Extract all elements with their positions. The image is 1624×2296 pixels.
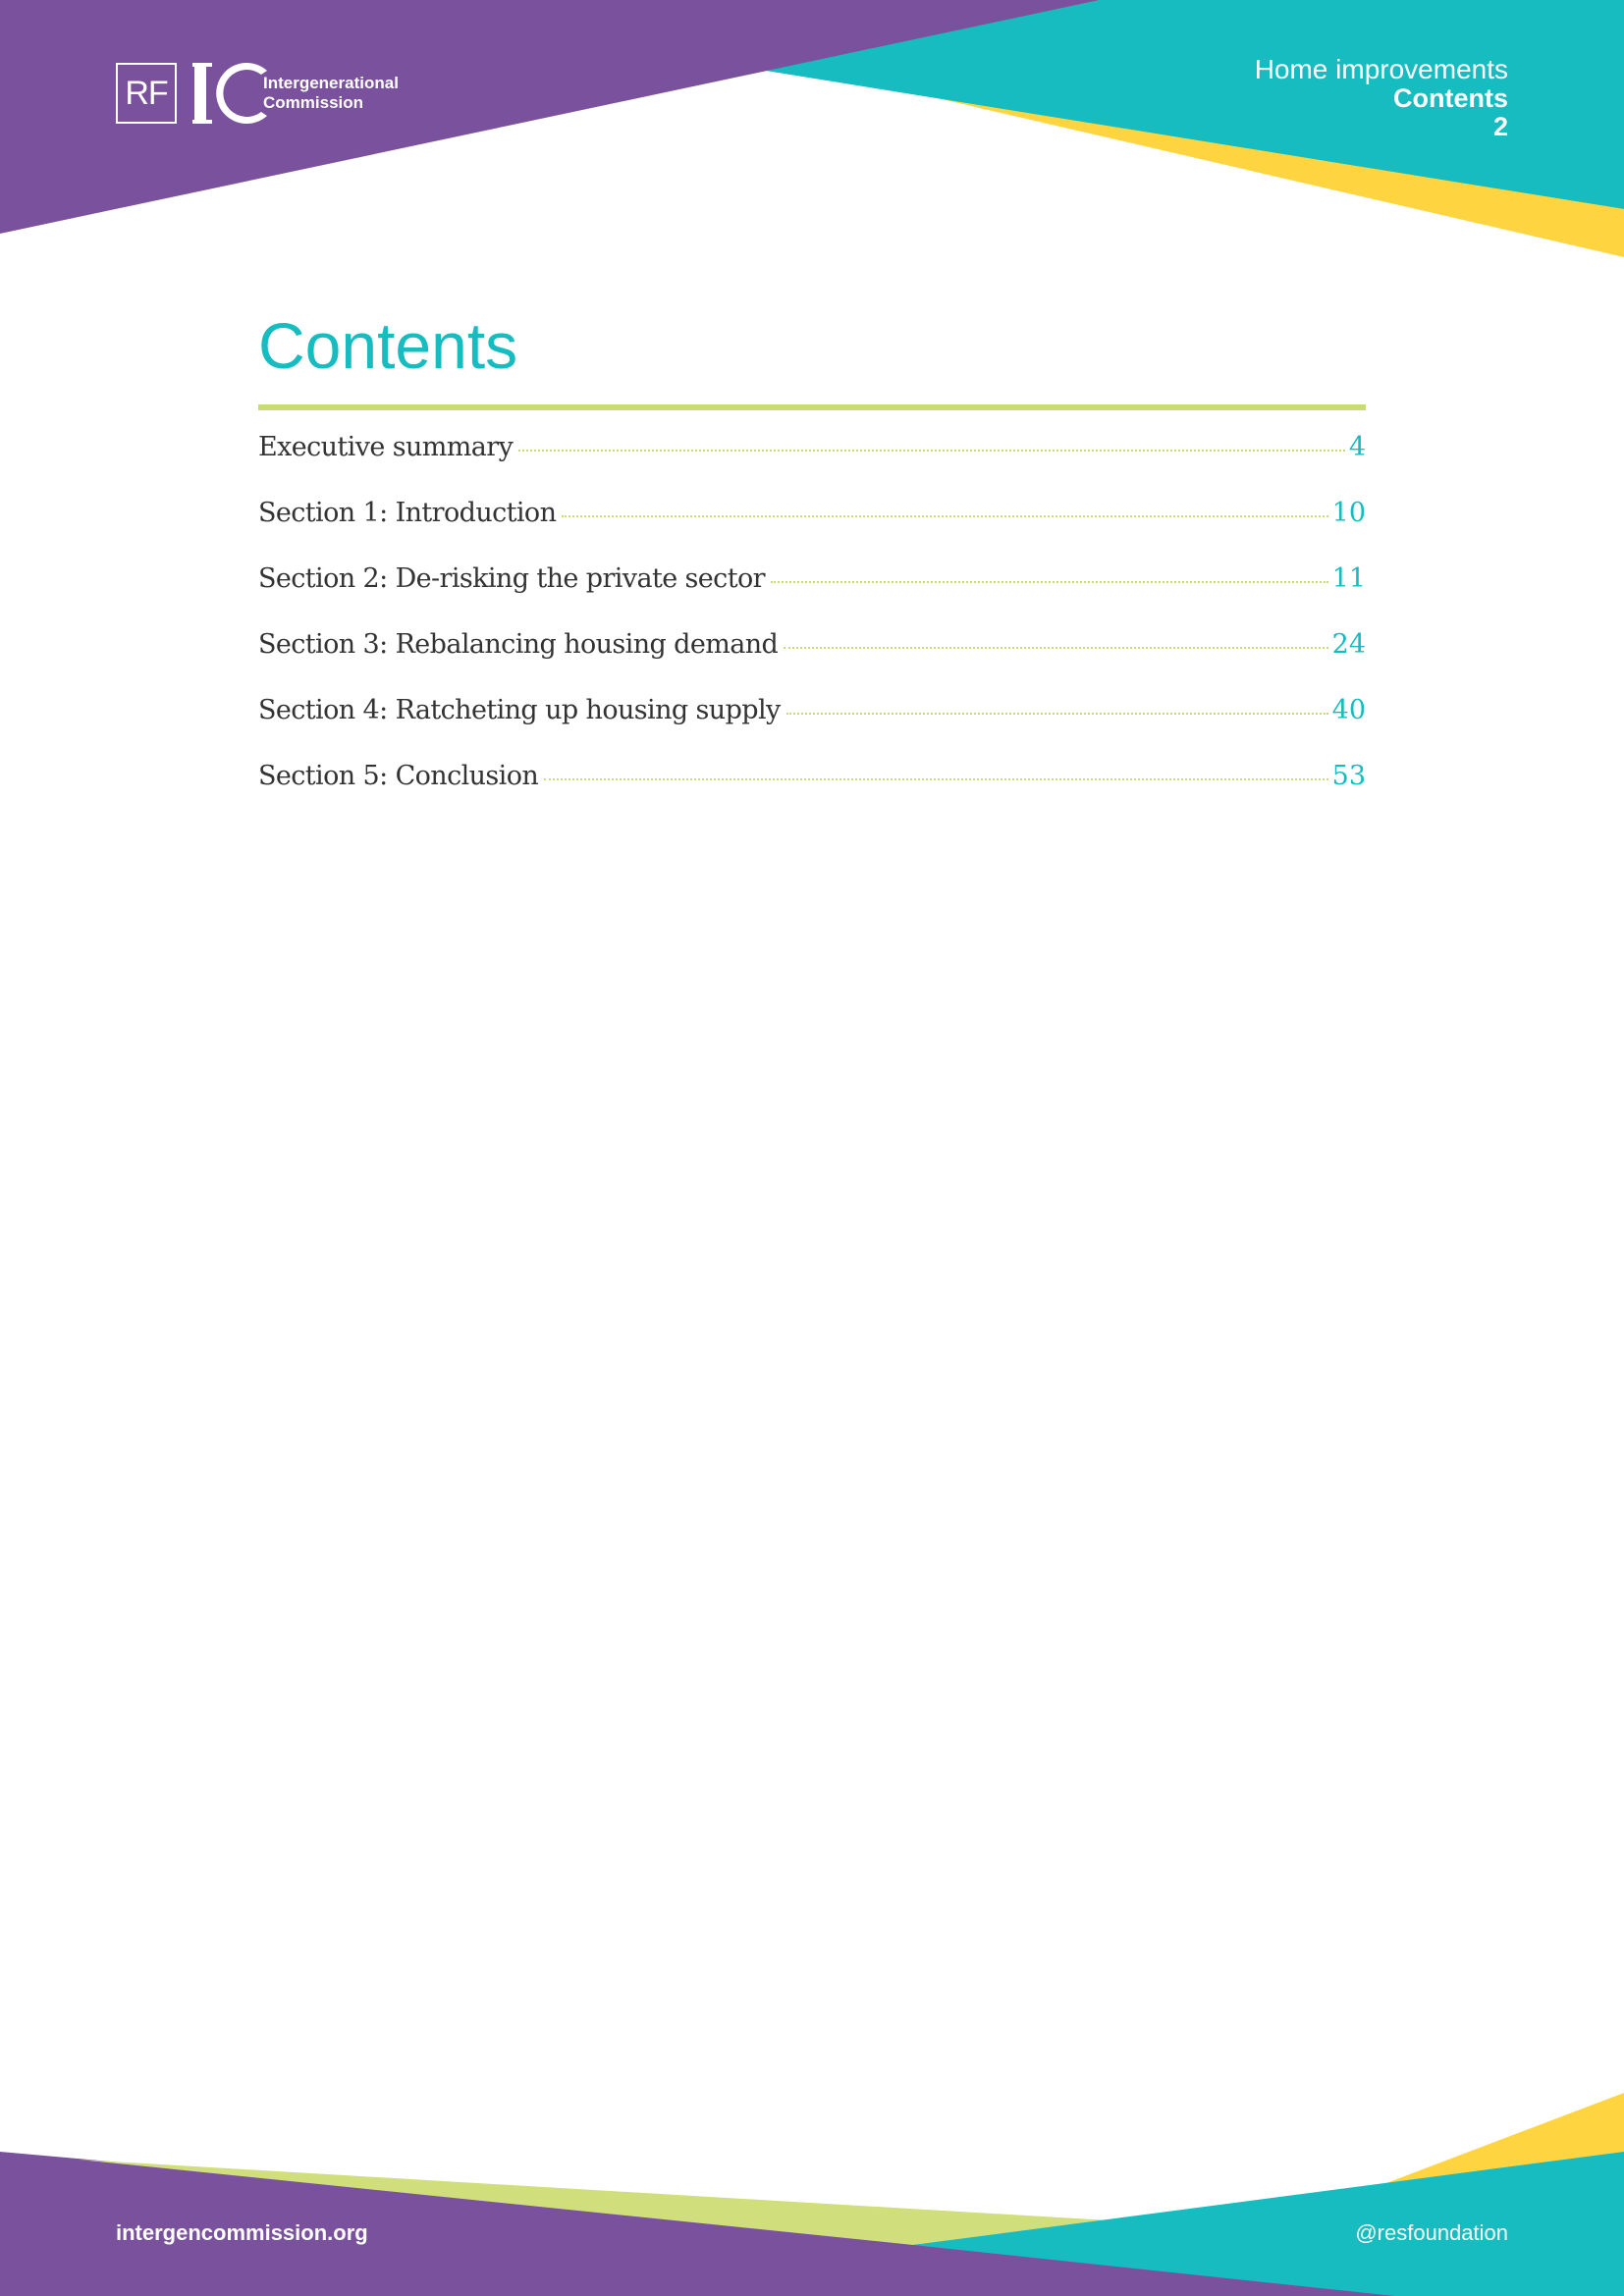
toc-item-section-1[interactable] [258,498,1366,563]
page-title: Contents [258,309,518,382]
toc-item-section-2[interactable] [258,563,1366,629]
ic-logo-line1: Intergenerational [263,74,399,92]
toc-page-number: 11 [1331,563,1366,594]
logo [116,61,399,126]
toc-label: Section 4: Ratcheting up housing supply [258,695,781,725]
footer-social-handle[interactable]: @resfoundation [1355,2220,1508,2245]
toc-leader [771,581,1328,583]
toc-page-number: 24 [1331,629,1366,660]
running-header [1255,55,1508,141]
toc-label: Executive summary [258,432,514,462]
section-name: Contents [1393,83,1508,113]
toc-page-number: 4 [1348,432,1366,462]
title-rule [258,404,1366,410]
toc-leader [562,515,1327,517]
ic-logo-text [263,74,399,113]
toc-page-number: 10 [1331,498,1366,528]
toc-label: Section 3: Rebalancing housing demand [258,629,779,660]
toc-label: Section 2: De-risking the private sector [258,563,765,594]
main-content [258,306,1366,827]
table-of-contents [258,432,1366,827]
toc-leader [518,450,1345,452]
toc-item-section-3[interactable] [258,629,1366,695]
toc-label: Section 5: Conclusion [258,761,539,791]
toc-leader [544,778,1327,780]
footer-website-link[interactable]: intergencommission.org [116,2220,368,2245]
rf-logo: RF [116,63,177,124]
report-title: Home improvements [1254,54,1508,84]
ic-logo-mark [192,61,269,126]
toc-leader [786,713,1328,715]
page-number: 2 [1492,112,1508,141]
toc-page-number: 53 [1331,761,1366,791]
toc-leader [784,647,1327,649]
toc-item-section-4[interactable] [258,695,1366,761]
toc-item-section-5[interactable] [258,761,1366,827]
ic-logo-line2: Commission [263,93,364,112]
toc-item-executive-summary[interactable] [258,432,1366,498]
toc-label: Section 1: Introduction [258,498,557,528]
toc-page-number: 40 [1331,695,1366,725]
